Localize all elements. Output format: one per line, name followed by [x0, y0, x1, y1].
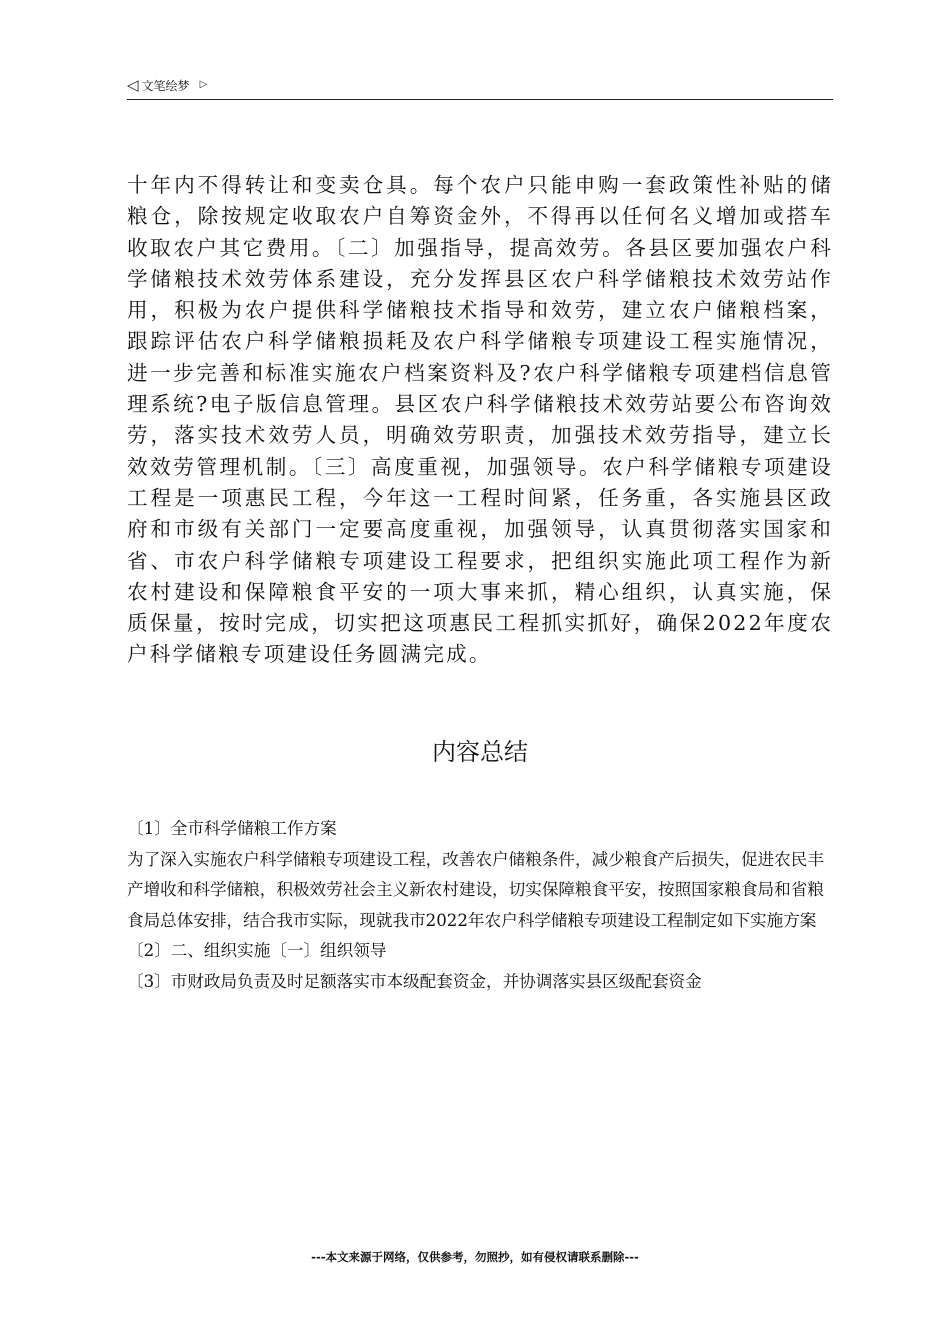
page-footer: ---本文来源于网络，仅供参考，勿照抄，如有侵权请联系删除---	[311, 1250, 639, 1264]
right-triangle-icon: ▷	[199, 79, 208, 90]
summary-item: 〔2〕二、组织实施〔一〕组织领导	[127, 941, 387, 960]
body-paragraph: 十年内不得转让和变卖仓具。每个农户只能申购一套政策性补贴的储粮仓，除按规定收取农户自筹资金外，不得再以任何名义增加或搭车收取农户其它费用。〔二〕加强指导，提高效劳。各县区要加强农户科学储粮技术效劳体系建设，充分发挥县区农户科学储粮技术效劳站作用，积极为农户提供科学储粮技术指导和效劳，建立农户储粮档案，跟踪评估农户科学储粮损耗及农户科学储粮专项建设工程实施情况，进一步完善和标准实施农户档案资料及?农户科学储粮专项建档信息管理系统?电子版信息管理。县区农户科学储粮技术效劳站要公布咨询效劳，落实技术效劳人员，明确效劳职责，加强技术效劳指导，建立长效效劳管理机制。〔三〕高度重视，加强领导。农户科学储粮专项建设工程是一项惠民工程，今年这一工程时间紧，任务重，各实施县区政府和市级有关部门一定要高度重视，加强领导，认真贯彻落实国家和省、市农户科学储粮专项建设工程要求，把组织实施此项工程作为新农村建设和保障粮食平安的一项大事来抓，精心组织，认真实施，保质保量，按时完成，切实把这项惠民工程抓实抓好，确保2022年度农户科学储粮专项建设任务圆满完成。	[127, 173, 833, 667]
header-brand: 文笔绘梦	[141, 79, 190, 93]
header-brand-group	[127, 76, 207, 97]
summary-item: 为了深入实施农户科学储粮专项建设工程，改善农户储粮条件，减少粮食产后损失，促进农民丰产增收和科学储粮，积极效劳社会主义新农村建设，切实保障粮食平安，按照国家粮食局和省粮食局总体安排，结合我市实际，现就我市2022年农户科学储粮专项建设工程制定如下实施方案	[127, 849, 824, 930]
left-triangle-icon: ◁	[127, 76, 139, 94]
summary-item: 〔3〕市财政局负责及时足额落实市本级配套资金，并协调落实县区级配套资金	[127, 971, 702, 991]
summary-list	[127, 814, 833, 997]
summary-title: 内容总结	[432, 738, 528, 766]
summary-item: 〔1〕全市科学储粮工作方案	[127, 819, 337, 838]
page-header	[127, 75, 833, 100]
